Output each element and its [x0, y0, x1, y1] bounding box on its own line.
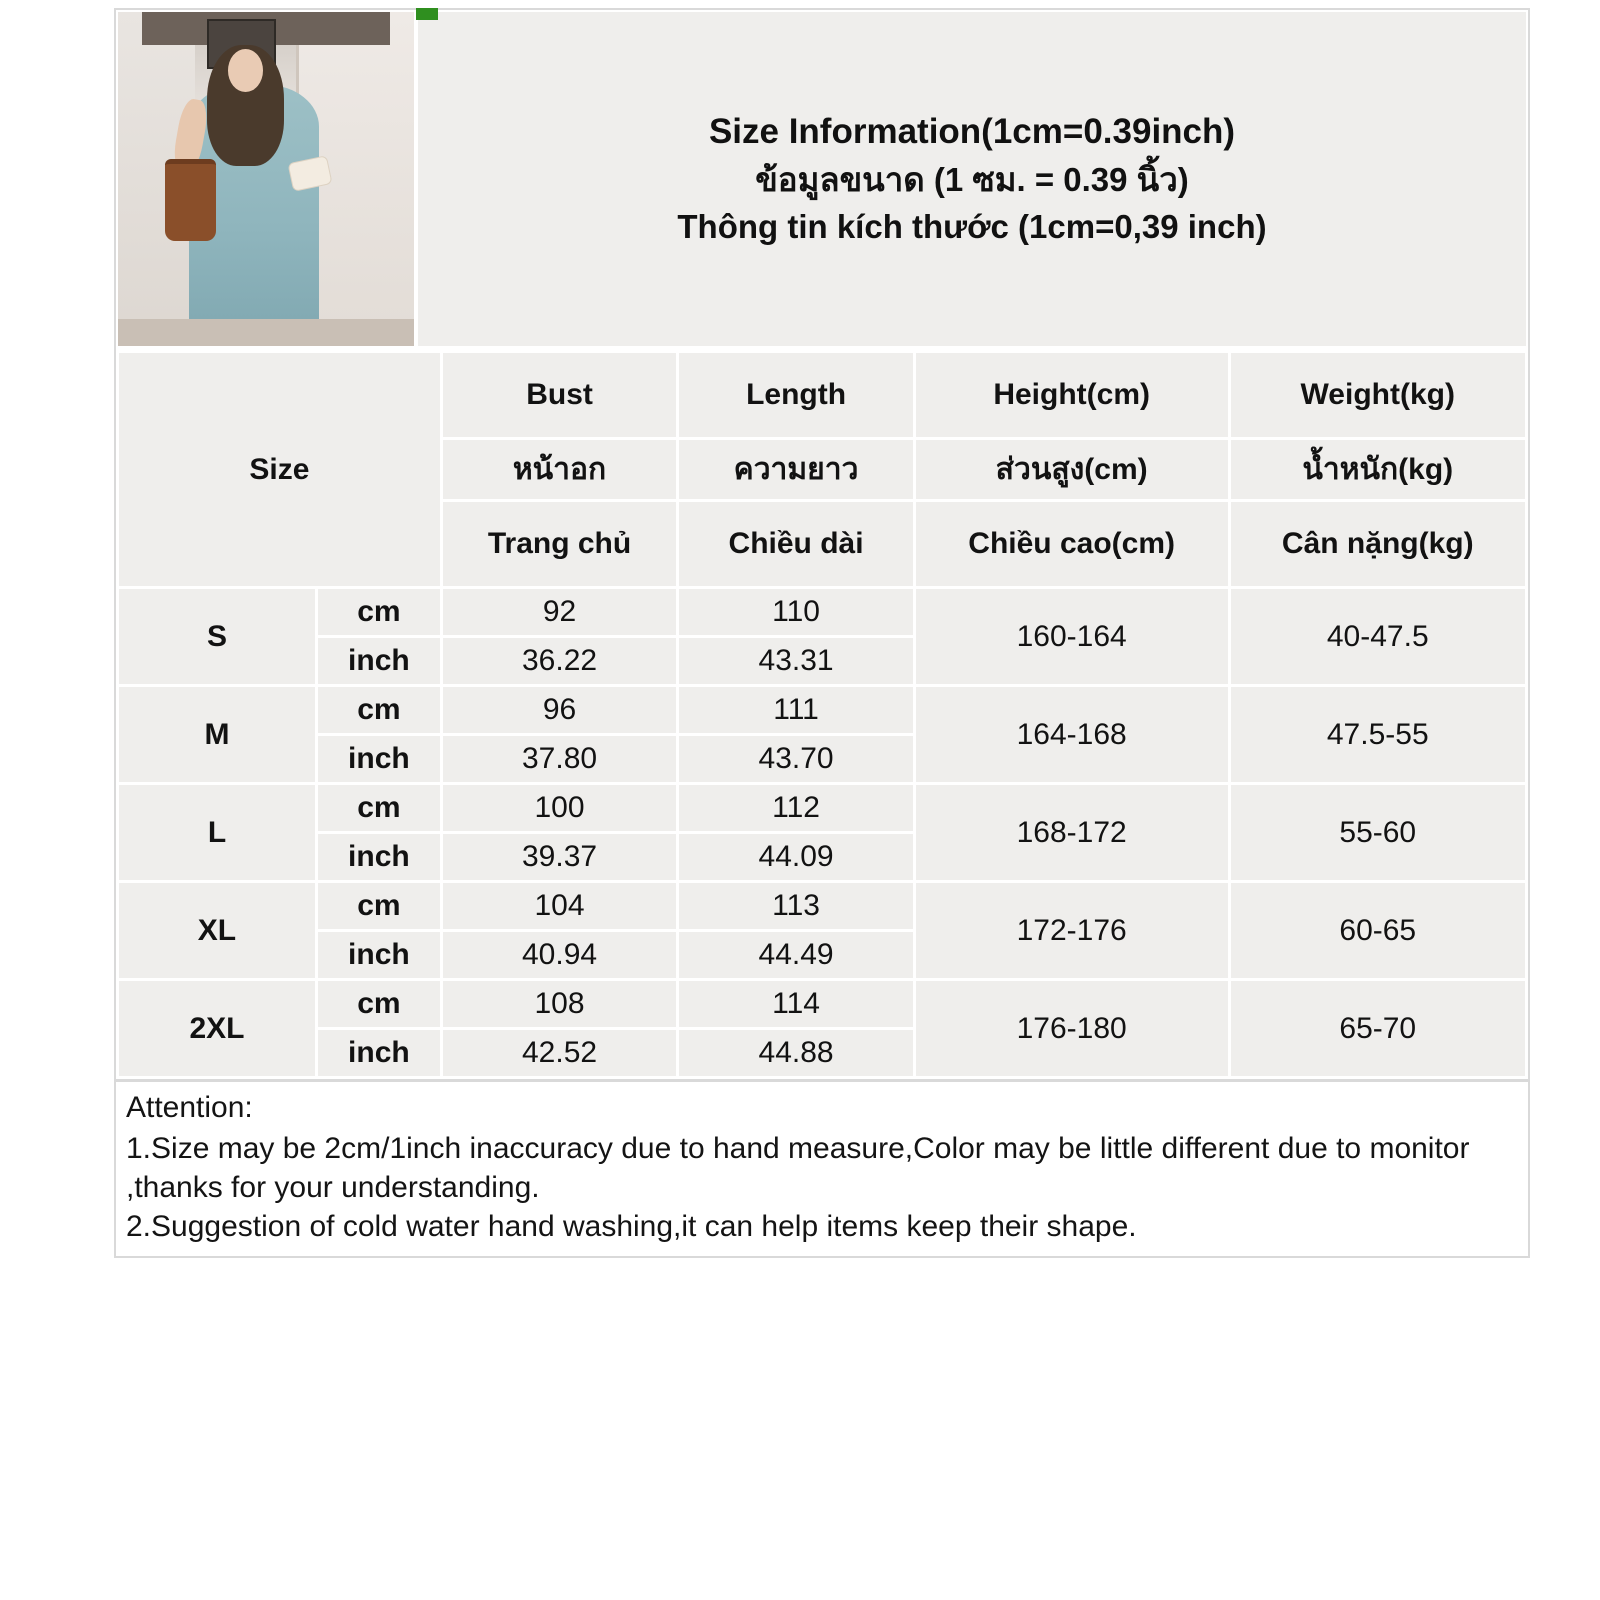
size-table	[116, 350, 1528, 1079]
attention-block	[116, 1079, 1528, 1256]
header-length-vi: Chiều dài	[679, 502, 913, 586]
green-marker-icon	[416, 8, 438, 20]
row-size-label: XL	[119, 883, 315, 978]
row-unit-inch: inch	[318, 736, 440, 782]
cell-bust-cm: 92	[443, 589, 677, 635]
row-size-label: S	[119, 589, 315, 684]
cell-height: 172-176	[916, 883, 1228, 978]
row-size-label: 2XL	[119, 981, 315, 1076]
header-length-th: ความยาว	[679, 440, 913, 499]
cell-weight: 60-65	[1231, 883, 1525, 978]
cell-length-cm: 111	[679, 687, 913, 733]
product-photo	[118, 12, 414, 346]
attention-line-1: 1.Size may be 2cm/1inch inaccuracy due to hand measure,Color may be little different due to monitor ,thanks for your understanding.	[126, 1132, 1470, 1204]
header-weight-vi: Cân nặng(kg)	[1231, 502, 1525, 586]
header-bust-en: Bust	[443, 353, 677, 437]
cell-length-inch: 44.09	[679, 834, 913, 880]
header-weight-th: น้ำหนัก(kg)	[1231, 440, 1525, 499]
row-unit-inch: inch	[318, 1030, 440, 1076]
row-unit-cm: cm	[318, 687, 440, 733]
cell-bust-cm: 96	[443, 687, 677, 733]
attention-line-2: 2.Suggestion of cold water hand washing,it can help items keep their shape.	[126, 1210, 1137, 1243]
cell-length-inch: 44.49	[679, 932, 913, 978]
cell-height: 168-172	[916, 785, 1228, 880]
chart-header	[116, 10, 1528, 350]
cell-bust-cm: 108	[443, 981, 677, 1027]
title-line-vi: Thông tin kích thước (1cm=0,39 inch)	[677, 207, 1267, 245]
table-row	[119, 589, 1525, 635]
photo-face-shape	[228, 49, 264, 92]
cell-length-inch: 43.70	[679, 736, 913, 782]
cell-length-cm: 113	[679, 883, 913, 929]
row-unit-inch: inch	[318, 834, 440, 880]
cell-weight: 55-60	[1231, 785, 1525, 880]
cell-height: 164-168	[916, 687, 1228, 782]
header-weight-en: Weight(kg)	[1231, 353, 1525, 437]
photo-handbag-shape	[165, 159, 215, 241]
row-size-label: M	[119, 687, 315, 782]
row-unit-cm: cm	[318, 589, 440, 635]
title-block	[416, 10, 1528, 348]
cell-bust-cm: 104	[443, 883, 677, 929]
table-row	[119, 687, 1525, 733]
header-bust-vi: Trang chủ	[443, 502, 677, 586]
header-height-vi: Chiều cao(cm)	[916, 502, 1228, 586]
cell-bust-inch: 37.80	[443, 736, 677, 782]
table-row	[119, 981, 1525, 1027]
cell-length-cm: 110	[679, 589, 913, 635]
size-chart-card	[114, 8, 1530, 1258]
photo-floor-shape	[118, 319, 414, 346]
header-height-en: Height(cm)	[916, 353, 1228, 437]
header-size-label: Size	[119, 353, 440, 586]
cell-height: 176-180	[916, 981, 1228, 1076]
table-row	[119, 883, 1525, 929]
table-row	[119, 785, 1525, 831]
cell-bust-inch: 36.22	[443, 638, 677, 684]
row-unit-cm: cm	[318, 785, 440, 831]
product-photo-cell	[116, 10, 416, 348]
row-unit-inch: inch	[318, 932, 440, 978]
cell-bust-inch: 42.52	[443, 1030, 677, 1076]
cell-weight: 47.5-55	[1231, 687, 1525, 782]
cell-weight: 40-47.5	[1231, 589, 1525, 684]
row-size-label: L	[119, 785, 315, 880]
header-height-th: ส่วนสูง(cm)	[916, 440, 1228, 499]
header-length-en: Length	[679, 353, 913, 437]
cell-length-inch: 44.88	[679, 1030, 913, 1076]
title-line-en: Size Information(1cm=0.39inch)	[708, 112, 1236, 152]
attention-heading: Attention:	[126, 1091, 253, 1124]
cell-length-cm: 114	[679, 981, 913, 1027]
row-unit-inch: inch	[318, 638, 440, 684]
cell-bust-inch: 39.37	[443, 834, 677, 880]
header-bust-th: หน้าอก	[443, 440, 677, 499]
row-unit-cm: cm	[318, 981, 440, 1027]
title-line-th: ข้อมูลขนาด (1 ซม. = 0.39 นิ้ว)	[755, 160, 1189, 198]
table-header-row-en	[119, 353, 1525, 437]
cell-length-inch: 43.31	[679, 638, 913, 684]
cell-bust-cm: 100	[443, 785, 677, 831]
cell-bust-inch: 40.94	[443, 932, 677, 978]
cell-length-cm: 112	[679, 785, 913, 831]
cell-height: 160-164	[916, 589, 1228, 684]
cell-weight: 65-70	[1231, 981, 1525, 1076]
row-unit-cm: cm	[318, 883, 440, 929]
